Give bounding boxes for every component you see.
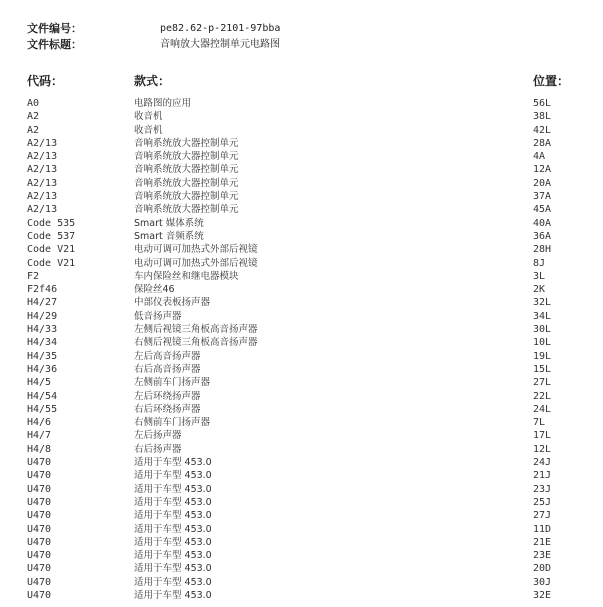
row-position: 42L <box>533 124 552 136</box>
table-row <box>0 483 603 496</box>
row-code: A0 <box>27 98 40 109</box>
row-position: 21J <box>533 470 552 482</box>
row-code: H4/35 <box>27 350 58 362</box>
row-position: 30L <box>533 324 552 336</box>
row-code: H4/29 <box>27 310 58 322</box>
row-code: U470 <box>27 523 52 535</box>
table-row <box>0 310 603 323</box>
table-row <box>0 469 603 482</box>
table-row <box>0 589 603 602</box>
row-code: U470 <box>27 563 52 575</box>
table-row <box>0 257 603 270</box>
row-position: 4A <box>533 151 546 163</box>
row-model: 车内保险丝和继电器模块 <box>134 270 239 282</box>
table-row <box>0 177 603 190</box>
row-code: U470 <box>27 589 52 601</box>
row-code: F2 <box>27 270 40 282</box>
row-model: 适用于车型 453.0 <box>134 576 212 588</box>
table-row <box>0 363 603 376</box>
table-row <box>0 230 603 243</box>
row-position: 32E <box>533 589 552 601</box>
row-model: 中部仪表板扬声器 <box>134 297 211 309</box>
table-row <box>0 429 603 442</box>
model-column-header: 款式： <box>134 74 171 88</box>
row-code: Code 535 <box>27 217 76 229</box>
row-position: 11D <box>533 523 552 535</box>
table-body <box>0 97 603 602</box>
row-position: 12A <box>533 164 552 176</box>
row-position: 17L <box>533 430 552 442</box>
row-model: 音响系统放大器控制单元 <box>134 191 239 203</box>
table-row <box>0 376 603 389</box>
row-model: 左后高音扬声器 <box>134 350 201 362</box>
row-model: 收音机 <box>134 111 163 123</box>
row-code: A2/13 <box>27 137 58 149</box>
table-row <box>0 576 603 589</box>
table-row <box>0 190 603 203</box>
row-position: 22L <box>533 390 552 402</box>
table-row <box>0 243 603 256</box>
row-position: 21E <box>533 536 552 548</box>
row-code: H4/6 <box>27 417 52 429</box>
row-position: 20A <box>533 177 552 189</box>
row-position: 38L <box>533 111 552 123</box>
row-model: 右后扬声器 <box>134 443 182 455</box>
row-model: 音响系统放大器控制单元 <box>134 164 239 176</box>
row-code: U470 <box>27 510 52 522</box>
table-row <box>0 403 603 416</box>
table-row <box>0 350 603 363</box>
table-row <box>0 390 603 403</box>
row-position: 24L <box>533 403 552 415</box>
row-code: U470 <box>27 550 52 562</box>
row-position: 12L <box>533 443 552 455</box>
row-code: H4/7 <box>27 430 52 442</box>
row-model: 适用于车型 453.0 <box>134 470 212 482</box>
row-position: 36A <box>533 230 552 242</box>
row-code: H4/27 <box>27 297 58 309</box>
row-position: 30J <box>533 576 552 588</box>
table-row <box>0 323 603 336</box>
row-code: H4/5 <box>27 377 52 389</box>
row-model: 电路图的应用 <box>134 98 192 109</box>
document-title-value: 音响放大器控制单元电路图 <box>160 39 280 50</box>
table-row <box>0 203 603 216</box>
row-model: 左侧前车门扬声器 <box>134 377 211 389</box>
table-row <box>0 124 603 137</box>
row-position: 37A <box>533 191 552 203</box>
row-code: H4/55 <box>27 403 58 415</box>
row-position: 15L <box>533 363 552 375</box>
row-position: 23J <box>533 483 552 495</box>
row-code: U470 <box>27 470 52 482</box>
table-row <box>0 150 603 163</box>
table-row <box>0 416 603 429</box>
table-row <box>0 549 603 562</box>
row-model: 音响系统放大器控制单元 <box>134 137 239 149</box>
row-model: 左后扬声器 <box>134 430 182 442</box>
document-number-value: pe82.62-p-2101-97bba <box>160 23 281 34</box>
table-row <box>0 443 603 456</box>
table-row <box>0 137 603 150</box>
document-title-label: 文件标题： <box>27 38 82 51</box>
row-position: 8J <box>533 257 546 269</box>
row-code: H4/54 <box>27 390 58 402</box>
row-code: A2/13 <box>27 177 58 189</box>
row-code: H4/36 <box>27 363 58 375</box>
row-code: U470 <box>27 496 52 508</box>
row-position: 34L <box>533 310 552 322</box>
row-model: 音响系统放大器控制单元 <box>134 204 239 216</box>
row-code: U470 <box>27 457 52 469</box>
row-model: 适用于车型 453.0 <box>134 536 212 548</box>
table-row <box>0 456 603 469</box>
row-model: 左侧后视镜三角板高音扬声器 <box>134 324 258 336</box>
table-row <box>0 163 603 176</box>
row-model: 电动可调可加热式外部后视镜 <box>134 257 258 269</box>
table-row <box>0 496 603 509</box>
row-code: A2/13 <box>27 164 58 176</box>
row-model: 适用于车型 453.0 <box>134 496 212 508</box>
row-model: 低音扬声器 <box>134 310 182 322</box>
row-position: 45A <box>533 204 552 216</box>
row-model: 适用于车型 453.0 <box>134 589 212 601</box>
row-position: 25J <box>533 496 552 508</box>
row-model: 保险丝46 <box>134 284 175 296</box>
table-row <box>0 562 603 575</box>
row-code: U470 <box>27 536 52 548</box>
row-code: A2/13 <box>27 151 58 163</box>
row-position: 27J <box>533 510 552 522</box>
row-model: 右后高音扬声器 <box>134 363 201 375</box>
table-row <box>0 336 603 349</box>
row-position: 20D <box>533 563 552 575</box>
row-position: 27L <box>533 377 552 389</box>
row-model: 右侧前车门扬声器 <box>134 417 211 429</box>
table-row <box>0 270 603 283</box>
row-position: 56L <box>533 98 552 109</box>
table-row <box>0 110 603 123</box>
row-code: H4/34 <box>27 337 58 349</box>
row-code: A2 <box>27 111 40 123</box>
row-code: F2f46 <box>27 284 58 296</box>
row-model: 音响系统放大器控制单元 <box>134 177 239 189</box>
table-row <box>0 536 603 549</box>
row-code: Code V21 <box>27 257 76 269</box>
row-code: A2/13 <box>27 204 58 216</box>
table-row <box>0 509 603 522</box>
position-column-header: 位置： <box>533 74 570 88</box>
row-code: A2/13 <box>27 191 58 203</box>
table-row <box>0 523 603 536</box>
table-row <box>0 296 603 309</box>
row-position: 23E <box>533 550 552 562</box>
row-model: 左后环绕扬声器 <box>134 390 201 402</box>
row-position: 2K <box>533 284 546 296</box>
row-model: 适用于车型 453.0 <box>134 563 212 575</box>
row-position: 24J <box>533 457 552 469</box>
row-position: 3L <box>533 270 546 282</box>
table-row <box>0 97 603 110</box>
row-code: U470 <box>27 576 52 588</box>
table-row <box>0 283 603 296</box>
row-model: 适用于车型 453.0 <box>134 457 212 469</box>
row-position: 28A <box>533 137 552 149</box>
row-position: 19L <box>533 350 552 362</box>
row-model: Smart 音频系统 <box>134 230 204 242</box>
row-position: 10L <box>533 337 552 349</box>
row-code: H4/8 <box>27 443 52 455</box>
row-model: 右侧后视镜三角板高音扬声器 <box>134 337 258 349</box>
row-code: Code V21 <box>27 244 76 256</box>
row-position: 7L <box>533 417 546 429</box>
row-model: 适用于车型 453.0 <box>134 510 212 522</box>
row-model: 适用于车型 453.0 <box>134 550 212 562</box>
row-code: Code 537 <box>27 230 76 242</box>
row-model: 收音机 <box>134 124 163 136</box>
row-model: Smart 媒体系统 <box>134 217 204 229</box>
row-position: 32L <box>533 297 552 309</box>
row-position: 28H <box>533 244 552 256</box>
row-code: H4/33 <box>27 324 58 336</box>
row-model: 适用于车型 453.0 <box>134 483 212 495</box>
row-model: 右后环绕扬声器 <box>134 403 201 415</box>
row-code: U470 <box>27 483 52 495</box>
code-column-header: 代码： <box>27 74 64 88</box>
row-model: 电动可调可加热式外部后视镜 <box>134 244 258 256</box>
table-row <box>0 217 603 230</box>
row-model: 适用于车型 453.0 <box>134 523 212 535</box>
row-model: 音响系统放大器控制单元 <box>134 151 239 163</box>
row-code: A2 <box>27 124 40 136</box>
document-number-label: 文件编号： <box>27 22 82 35</box>
row-position: 40A <box>533 217 552 229</box>
